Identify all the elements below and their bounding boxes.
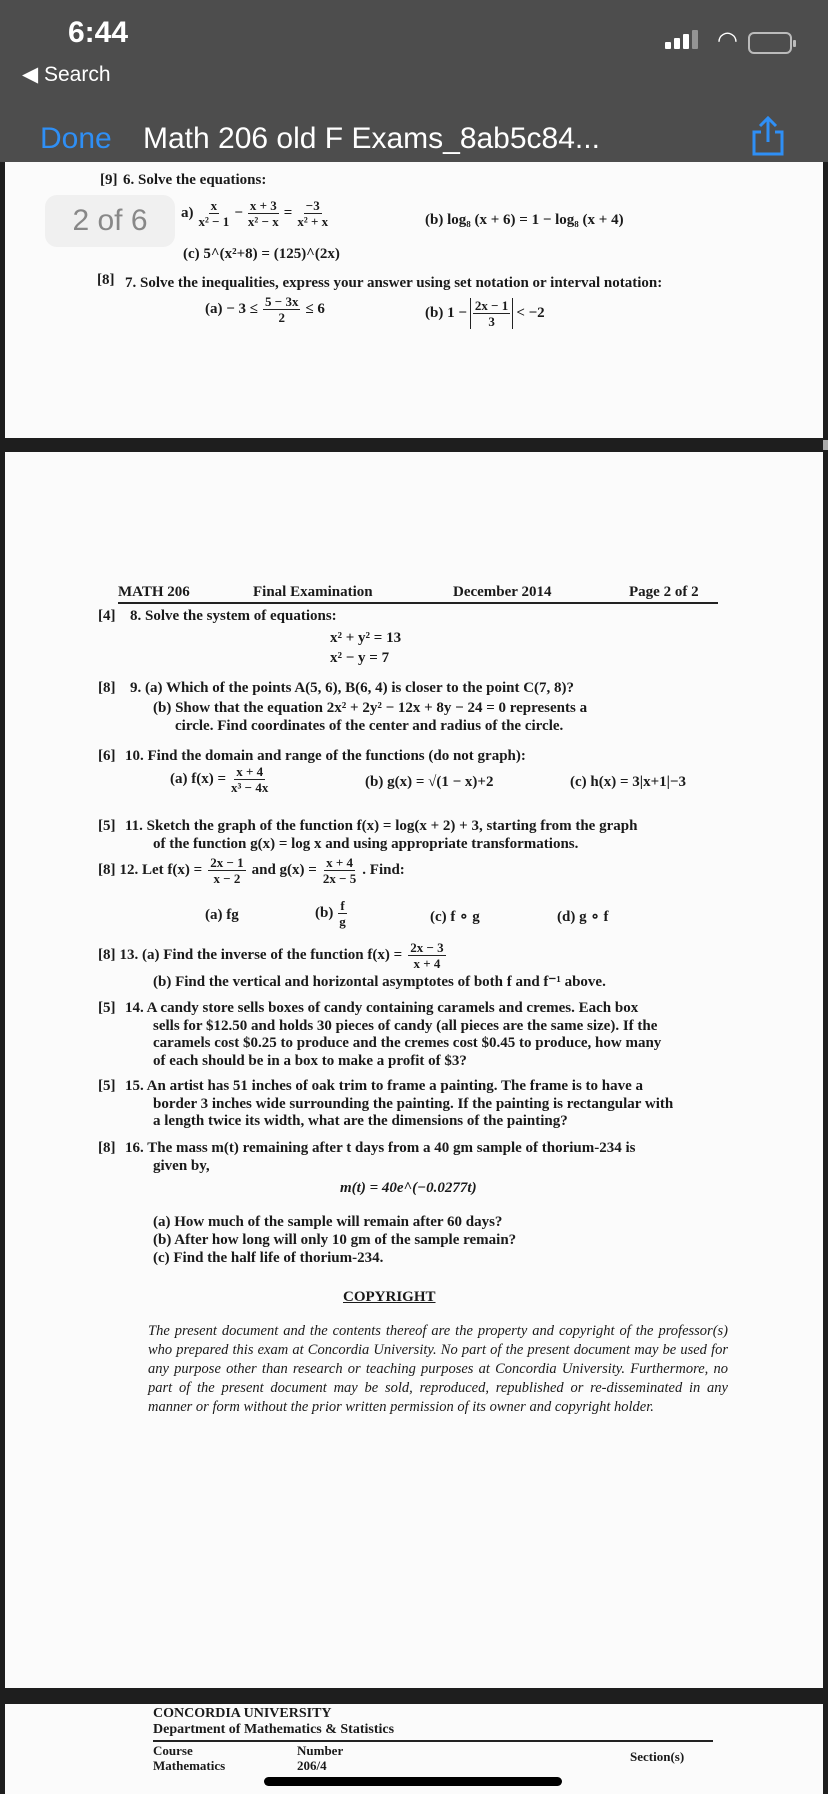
- rule: [153, 1740, 713, 1742]
- done-button[interactable]: Done: [40, 122, 112, 155]
- header-rule: [118, 602, 718, 604]
- back-to-search-link[interactable]: ◀ Search: [22, 63, 111, 86]
- q9-marks: [8]: [98, 680, 116, 696]
- q10c: (c) h(x) = 3|x+1|−3: [570, 774, 686, 790]
- clock: 6:44: [68, 16, 129, 49]
- course-value: Mathematics: [153, 1758, 226, 1773]
- header-course: MATH 206: [118, 584, 190, 600]
- header-date: December 2014: [453, 584, 552, 600]
- q16a: (a) How much of the sample will remain after 60 days?: [153, 1214, 503, 1230]
- q12b: (b) f g: [315, 898, 346, 929]
- q16c: (c) Find the half life of thorium-234.: [153, 1250, 384, 1266]
- q7-marks: [8]: [97, 272, 115, 288]
- q12c: (c) f ∘ g: [430, 909, 480, 925]
- document-page-2: [5, 452, 823, 1688]
- q8-eq1: x² + y² = 13: [330, 630, 402, 646]
- q15-text: 15. An artist has 51 inches of oak trim to frame a painting. The frame is to have a border 3 inches wide surrounding the painting. If the painting is rectangular with a length twice its width, what are the dimensions of the painting?: [125, 1078, 674, 1129]
- q6-text: 6. Solve the equations:: [123, 172, 267, 188]
- q10-marks: [6]: [98, 748, 116, 764]
- home-indicator[interactable]: [264, 1777, 562, 1786]
- q15-marks: [5]: [98, 1078, 116, 1094]
- q8-marks: [4]: [98, 608, 116, 624]
- document-title: Math 206 old F Exams_8ab5c84...: [143, 122, 600, 155]
- course-label: Course: [153, 1743, 193, 1758]
- university-name: CONCORDIA UNIVERSITY: [153, 1706, 332, 1721]
- q6b: (b) log₈ (x + 6) = 1 − log₈ (x + 4): [425, 212, 624, 228]
- section-label: Section(s): [630, 1749, 685, 1764]
- copyright-title: COPYRIGHT: [343, 1289, 436, 1305]
- header-page: Page 2 of 2: [629, 584, 699, 600]
- q9b-line2: circle. Find coordinates of the center and radius of the circle.: [175, 718, 564, 734]
- fraction: −3 x² + x: [297, 198, 329, 229]
- navigation-bar: [0, 100, 828, 162]
- battery-icon: [748, 32, 792, 54]
- q12: [8] 12. Let f(x) = $\frac{2x - 1}{x - 2}$ and g(x) = $\frac{x + 4}{2x - 5}$ . Find:: [98, 855, 405, 886]
- fraction: x + 3 x² − x: [247, 198, 279, 229]
- q10a: (a) f(x) = $\frac{x + 4}{\text{x³ − 4x}}$: [170, 764, 269, 795]
- status-bar: [0, 0, 828, 100]
- q11-line1: 11. Sketch the graph of the function f(x) = log(x + 2) + 3, starting from the graph: [125, 818, 638, 834]
- q13b: (b) Find the vertical and horizontal asymptotes of both f and f⁻¹ above.: [153, 974, 606, 990]
- q8-eq2: x² − y = 7: [330, 650, 390, 666]
- q8-text: 8. Solve the system of equations:: [130, 608, 337, 624]
- q11-line2: of the function g(x) = log x and using appropriate transformations.: [153, 836, 579, 852]
- label: a): [181, 205, 194, 221]
- q16-text: 16. The mass m(t) remaining after t days from a 40 gm sample of thorium-234 is given by,: [125, 1140, 636, 1174]
- q16-equation: m(t) = 40e^(−0.0277t): [340, 1180, 477, 1196]
- q14-text: 14. A candy store sells boxes of candy containing caramels and cremes. Each box sells for $12.50 and holds 30 pieces of candy (all pieces are the same size). If the caramels cost $0.25 to produce and the cremes cost $0.45 to produce, how many of each should be in a box to make a profit of $3?: [125, 1000, 662, 1069]
- number-value: 206/4: [297, 1758, 327, 1773]
- page-indicator: 2 of 6: [45, 195, 175, 247]
- fraction: x x² − 1: [198, 198, 230, 229]
- q16b: (b) After how long will only 10 gm of the sample remain?: [153, 1232, 517, 1248]
- q7a: (a) − 3 ≤ $\frac{5 - 3x}{2}$ ≤ 6: [205, 294, 325, 325]
- q16-marks: [8]: [98, 1140, 116, 1156]
- q11-marks: [5]: [98, 818, 116, 834]
- q7b: (b) 1 − $\frac{2x - 1}{3}$ < −2: [425, 298, 545, 329]
- q9b-line1: (b) Show that the equation 2x² + 2y² − 12x + 8y − 24 = 0 represents a: [153, 700, 588, 716]
- share-icon[interactable]: [748, 114, 788, 158]
- q12a: (a) fg: [205, 907, 239, 923]
- q10b: (b) g(x) = √(1 − x)+2: [365, 774, 494, 790]
- q6c: (c) 5^(x²+8) = (125)^(2x): [183, 246, 340, 262]
- number-label: Number: [297, 1743, 344, 1758]
- q14-marks: [5]: [98, 1000, 116, 1016]
- document-page-1: [5, 162, 823, 438]
- header-exam: Final Examination: [253, 584, 373, 600]
- q9a: 9. (a) Which of the points A(5, 6), B(6, 4) is closer to the point C(7, 8)?: [130, 680, 575, 696]
- wifi-icon: ◠: [717, 27, 738, 54]
- q10-text: 10. Find the domain and range of the functions (do not graph):: [125, 748, 526, 764]
- q12d: (d) g ∘ f: [557, 909, 609, 925]
- scrollbar[interactable]: [823, 440, 828, 450]
- q13a: [8] 13. (a) Find the inverse of the function f(x) = $\frac{2x - 3}{x + 4}$: [98, 940, 444, 971]
- department-name: Department of Mathematics & Statistics: [153, 1722, 395, 1737]
- q6a: a) x x² − 1 − x + 3 x² − x = −3 x² + x: [181, 198, 329, 229]
- q6-marks: [9]: [100, 172, 118, 188]
- copyright-text: The present document and the contents thereof are the property and copyright of the professor(s) who prepared this exam at Concordia University. No part of the present document may be used for any purpose other than research or teaching purposes at Concordia University. Furthermore, no part of the present document may be sold, reproduced, republished or re-disseminated in any manner or form without the prior written permission of its owner and copyright holder.: [148, 1323, 728, 1415]
- signal-icon: [665, 30, 698, 49]
- q7-text: 7. Solve the inequalities, express your answer using set notation or interval notation:: [125, 275, 663, 291]
